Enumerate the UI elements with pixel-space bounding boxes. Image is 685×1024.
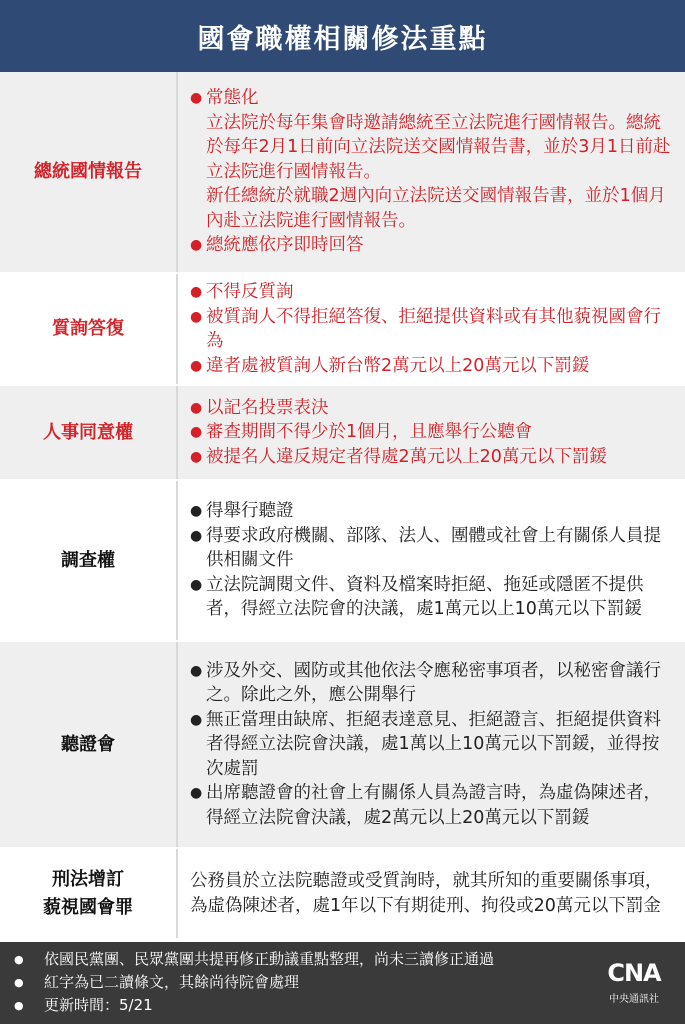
row-label: 人事同意權 (0, 386, 176, 479)
footer-note: ● 紅字為已二讀條文，其餘尚待院會處理 (14, 971, 685, 994)
list-item: ● 被提名人違反規定者得處2萬元以上20萬元以下罰鍰 (190, 445, 671, 470)
list-item: ● 立法院調閱文件、資料及檔案時拒絕、拖延或隱匿不提供者，得經立法院會的決議，處1萬元以上10萬元以下罰鍰 (190, 573, 671, 622)
row-label: 刑法增訂 藐視國會罪 (0, 849, 176, 938)
row-label: 總統國情報告 (0, 72, 176, 272)
bullet-dot-icon: ● (14, 953, 24, 966)
list-item: ● 得要求政府機關、部隊、法人、團體或社會上有關係人員提供相關文件 (190, 524, 671, 573)
list-item: ● 常態化 (190, 86, 671, 111)
row-label: 調查權 (0, 481, 176, 640)
row-contempt-of-congress (0, 849, 685, 940)
cna-logo-mark: CNA (607, 959, 661, 987)
row-content (176, 642, 685, 847)
bullet-dot-icon: ● (190, 284, 203, 300)
row-content (176, 386, 685, 479)
page-title: 國會職權相關修法重點 (0, 0, 685, 72)
list-item: 立法院於每年集會時邀請總統至立法院進行國情報告。總統於每年2月1日前向立法院送交國情報告書，並於3月1日前赴立法院進行國情報告。 (206, 112, 671, 182)
cna-logo-name: 中央通訊社 (609, 994, 659, 1005)
bullet-dot-icon: ● (190, 399, 203, 416)
bullet-dot-icon: ● (190, 527, 203, 544)
row-content (176, 274, 685, 384)
list-item: ● 總統應依序即時回答 (190, 233, 671, 258)
bullet-dot-icon: ● (14, 999, 24, 1012)
row-hearing (0, 642, 685, 849)
bullet-dot-icon: ● (190, 711, 203, 728)
row-label: 聽證會 (0, 642, 176, 847)
row-content (176, 481, 685, 640)
list-item: ● 不得反質詢 (190, 280, 671, 305)
row-label: 質詢答復 (0, 274, 176, 384)
bullet-dot-icon: ● (190, 308, 203, 325)
bullet-dot-icon: ● (190, 576, 203, 593)
footer-notes (0, 942, 685, 1024)
bullet-dot-icon: ● (190, 424, 203, 441)
amendment-table (0, 72, 685, 940)
footer-note: ● 更新時間：5/21 (14, 994, 685, 1017)
bullet-dot-icon: ● (190, 357, 203, 374)
list-item: 公務員於立法院聽證或受質詢時，就其所知的重要關係事項，為虛偽陳述者，處1年以下有期徒刑、拘役或20萬元以下罰金 (190, 871, 663, 916)
bullet-dot-icon: ● (190, 448, 203, 465)
row-investigation (0, 481, 685, 642)
list-item: ● 得舉行聽證 (190, 499, 671, 524)
row-personnel-consent (0, 386, 685, 481)
list-item: ● 以記名投票表決 (190, 396, 671, 421)
list-item: ● 被質詢人不得拒絕答復、拒絕提供資料或有其他藐視國會行為 (190, 305, 671, 354)
bullet-dot-icon: ● (190, 503, 203, 520)
row-content (176, 849, 685, 938)
cna-logo (599, 958, 669, 1012)
list-item: ● 涉及外交、國防或其他依法令應秘密事項者，以秘密會議行之。除此之外，應公開舉行 (190, 659, 671, 708)
bullet-dot-icon: ● (190, 237, 203, 254)
bullet-dot-icon: ● (14, 976, 24, 989)
row-interpellation (0, 274, 685, 386)
footer-note: ● 依國民黨團、民眾黨團共提再修正動議重點整理，尚未三讀修正通過 (14, 948, 685, 971)
bullet-dot-icon: ● (190, 785, 203, 802)
list-item: ● 違者處被質詢人新台幣2萬元以上20萬元以下罰鍰 (190, 354, 671, 379)
list-item: ● 審查期間不得少於1個月，且應舉行公聽會 (190, 420, 671, 445)
list-item: ● 出席聽證會的社會上有關係人員為證言時，為虛偽陳述者，得經立法院會決議，處2萬元以上20萬元以下罰鍰 (190, 781, 671, 830)
list-item: 新任總統於就職2週內向立法院送交國情報告書，並於1個月內赴立法院進行國情報告。 (206, 186, 666, 231)
list-item: ● 無正當理由缺席、拒絕表達意見、拒絕證言、拒絕提供資料者得經立法院會決議，處1萬以上10萬元以下罰鍰，並得按次處罰 (190, 708, 671, 782)
row-presidential-report (0, 72, 685, 274)
row-content (176, 72, 685, 272)
bullet-dot-icon: ● (190, 662, 203, 679)
bullet-dot-icon: ● (190, 90, 203, 107)
